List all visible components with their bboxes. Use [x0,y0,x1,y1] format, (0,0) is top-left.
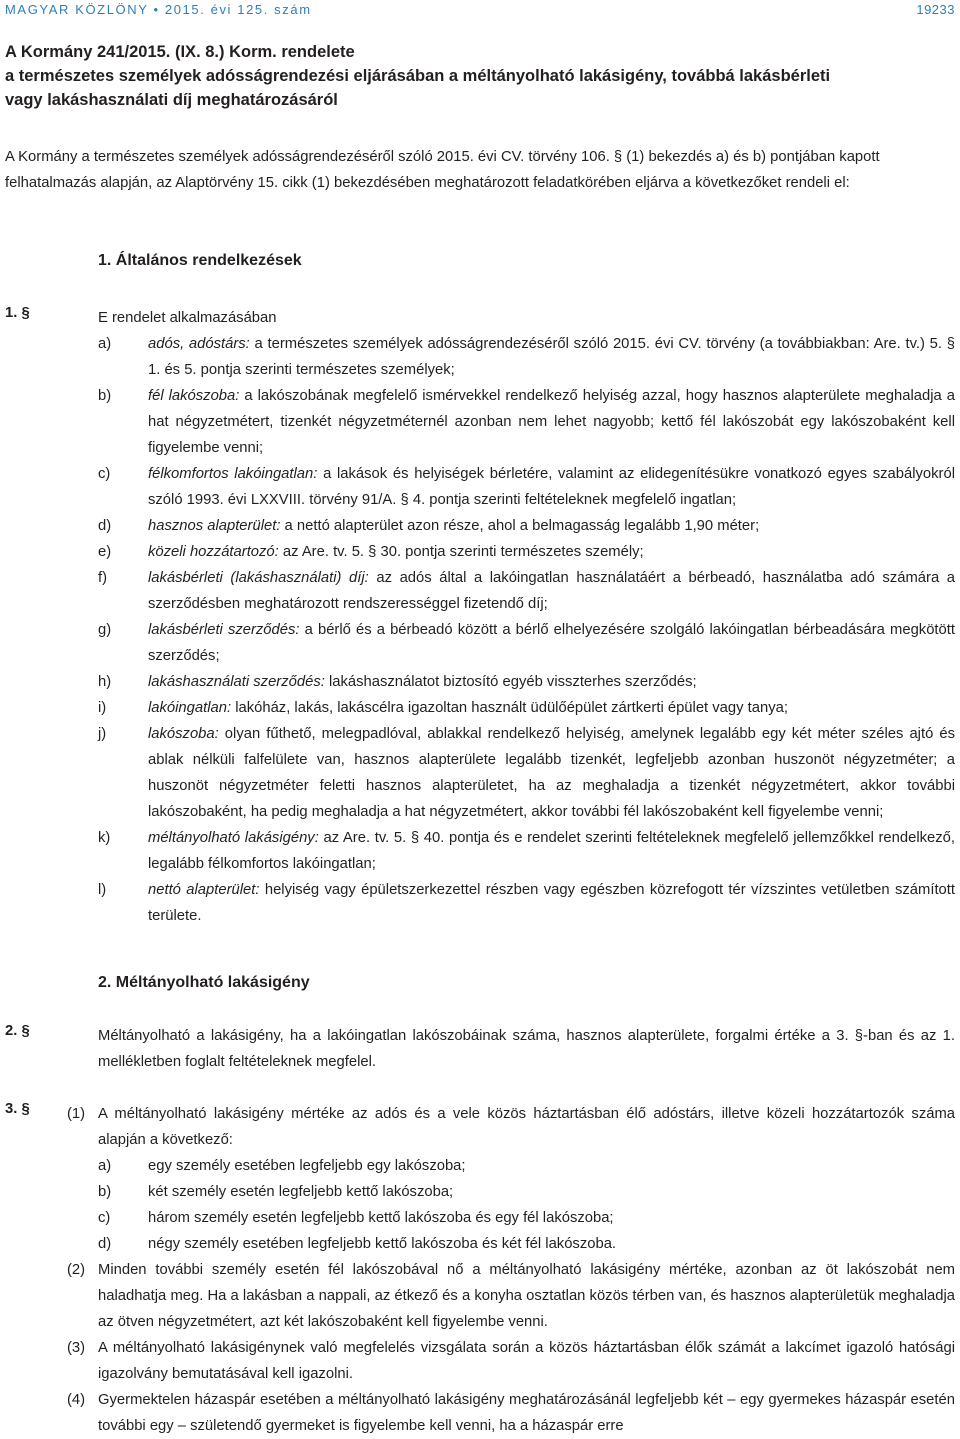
item-label: c) [98,466,111,482]
definition-item [5,565,955,617]
title-line-3: vagy lakáshasználati díj meghatározásáról [5,91,338,109]
item-label: f) [98,570,108,586]
subsection [5,1101,955,1153]
definition-text: a lakószobának megfelelő ismérvekkel rendelkező helyiség azzal, hogy hasznos alapterülete meghaladja a hat négyzetmétert, tizenkét négyzetméternél azonban nem lehet nagyobb; kettő fél lakószobát egy lakószobaként kell figyelembe venni; [148,388,955,456]
defined-term: adós, adóstárs: [148,336,250,352]
subsection [5,1257,955,1335]
section-1-heading: 1. Általános rendelkezések [98,252,302,269]
list-item [5,1231,955,1257]
item-label: j) [98,726,107,742]
definition-text: lakáshasználatot biztosító egyéb visszterhes szerződés; [324,674,697,690]
definition-item [5,721,955,825]
subsection-text: A méltányolható lakásigénynek való megfelelés vizsgálata során a közös háztartásban élők számát a lakcímet igazoló hatósági igazolvány bemutatásával kell igazolni. [98,1340,955,1382]
subsection-label: (2) [67,1262,86,1278]
definition-item [5,617,955,669]
subsection [5,1387,955,1439]
defined-term: hasznos alapterület: [148,518,281,534]
definition-text: a nettó alapterület azon része, ahol a belmagasság legalább 1,90 méter; [280,518,760,534]
page-header [5,2,955,17]
page-number: 19233 [916,2,955,17]
item-label: b) [98,388,112,404]
paragraph-2 [5,1023,955,1075]
subsection-text: A méltányolható lakásigény mértéke az adós és a vele közös háztartásban élő adóstárs, illetve közeli hozzátartozók száma alapján a következő: [98,1106,955,1148]
definition-text: az adós által a lakóingatlan használatáért a bérbeadó, használatba adó számára a szerződésben meghatározott rendszerességgel fizetendő díj; [148,570,955,612]
definition-text: olyan fűthető, melegpadlóval, ablakkal rendelkező helyiség, amelynek legalább egy két méter széles ajtó és ablak nélküli falfelülete van, hasznos alapterülete legalább tizenkét, legfeljebb azonban huszonöt négyzetméter; a huszonöt négyzetméter feletti hasznos alapterületet, ha az meghaladja a tizenkét négyzetmétert, akkor további lakószobaként, ha pedig meghaladja a hat négyzetmétert, akkor további fél lakószobaként kell figyelembe venni; [148,726,955,820]
defined-term: lakásbérleti (lakáshasználati) díj: [148,570,369,586]
defined-term: közeli hozzátartozó: [148,544,279,560]
preamble: A Kormány a természetes személyek adósságrendezéséről szóló 2015. évi CV. törvény 106. § (1) bekezdés a) és b) pontjában kapott felhatalmazás alapján, az Alaptörvény 15. cikk (1) bekezdésében meghatározott feladatkörében eljárva a következőket rendeli el: [5,149,880,191]
defined-term: méltányolható lakásigény: [148,830,319,846]
header-separator: • [153,2,160,17]
item-text: egy személy esetében legfeljebb egy lakószoba; [148,1158,466,1174]
definition-item [5,825,955,877]
paragraph-number: 3. § [5,1101,30,1117]
journal-name: MAGYAR KÖZLÖNY [5,2,149,17]
defined-term: lakóingatlan: [148,700,232,716]
definition-text: lakóház, lakás, lakáscélra igazoltan használt üdülőépület zártkerti épület vagy tanya; [231,700,788,716]
definition-text: az Are. tv. 5. § 40. pontja és e rendelet szerinti feltételeknek megfelelő jellemzőkkel rendelkező, legalább félkomfortos lakóingatlan; [148,830,955,872]
definition-item [5,877,955,929]
item-label: l) [98,882,107,898]
subsection-text: Gyermektelen házaspár esetében a méltányolható lakásigény meghatározásánál legfeljebb két – egy gyermekes házaspár esetén további egy – születendő gyermeket is figyelembe kell venni, ha a házaspár erre [98,1392,955,1434]
item-label: h) [98,674,112,690]
paragraph-3 [5,1101,955,1439]
item-label: g) [98,622,112,638]
item-label: a) [98,336,112,352]
list-item [5,1205,955,1231]
item-label: e) [98,544,112,560]
definition-list [5,331,955,929]
item-label: a) [98,1158,112,1174]
defined-term: félkomfortos lakóingatlan: [148,466,318,482]
subsection-text: Minden további személy esetén fél lakószobával nő a méltányolható lakásigény mértéke, azonban az öt lakószobát nem haladhatja meg. Ha a lakásban a nappali, az étkező és a konyha osztatlan közös térben van, és hasznos alapterületük meghaladja az ötven négyzetmétert, azt két lakószobaként kell figyelembe venni. [98,1262,955,1330]
subsection-label: (4) [67,1392,86,1408]
title-line-2: a természetes személyek adósságrendezési eljárásában a méltányolható lakásigény, továbbá lakásbérleti [5,67,831,85]
definition-item [5,669,955,695]
item-label: k) [98,830,111,846]
decree-title [5,40,960,112]
subsection [5,1335,955,1387]
defined-term: lakáshasználati szerződés: [148,674,325,690]
defined-term: lakásbérleti szerződés: [148,622,300,638]
paragraph-number: 2. § [5,1023,30,1039]
definition-text: a természetes személyek adósságrendezéséről szóló 2015. évi CV. törvény (a továbbiakban: Are. tv.) 5. § 1. és 5. pontja szerinti természetes személyek; [148,336,955,378]
definition-item [5,383,955,461]
defined-term: nettó alapterület: [148,882,260,898]
list-item [5,1179,955,1205]
defined-term: lakószoba: [148,726,219,742]
definition-item [5,695,955,721]
definition-item [5,513,955,539]
list-item [5,1153,955,1179]
paragraph-1 [5,305,955,929]
subsection-label: (3) [67,1340,86,1356]
section-2-heading: 2. Méltányolható lakásigény [98,974,310,991]
paragraph-text: Méltányolható a lakásigény, ha a lakóingatlan lakószobáinak száma, hasznos alapterülete, forgalmi értéke a 3. §-ban és az 1. mellékletben foglalt feltételeknek megfelel. [98,1028,955,1070]
item-text: két személy esetén legfeljebb kettő lakószoba; [148,1184,454,1200]
item-label: i) [98,700,107,716]
defined-term: fél lakószoba: [148,388,240,404]
item-label: b) [98,1184,112,1200]
title-line-1: A Kormány 241/2015. (IX. 8.) Korm. rendelete [5,43,355,61]
item-text: négy személy esetében legfeljebb kettő lakószoba és két fél lakószoba. [148,1236,617,1252]
paragraph-number: 1. § [5,305,30,321]
definition-text: az Are. tv. 5. § 30. pontja szerinti természetes személy; [278,544,644,560]
paragraph-lead: E rendelet alkalmazásában [98,310,277,326]
subsection-label: (1) [67,1106,86,1122]
issue-info: 2015. évi 125. szám [164,2,312,17]
item-text: három személy esetén legfeljebb kettő lakószoba és egy fél lakószoba; [148,1210,614,1226]
definition-text: a lakások és helyiségek bérletére, valamint az elidegenítésükre vonatkozó egyes szabályokról szóló 1993. évi LXXVIII. törvény 91/A. § 4. pontja szerinti feltételeknek megfelelő ingatlan; [148,466,955,508]
item-label: d) [98,1236,112,1252]
definition-item [5,461,955,513]
item-label: c) [98,1210,111,1226]
item-label: d) [98,518,112,534]
definition-text: a bérlő és a bérbeadó között a bérlő elhelyezésére szolgáló lakóingatlan bérbeadására megkötött szerződés; [148,622,955,664]
definition-item [5,331,955,383]
definition-item [5,539,955,565]
definition-text: helyiség vagy épületszerkezettel részben vagy egészben közrefogott tér vízszintes vetületben számított területe. [148,882,956,924]
